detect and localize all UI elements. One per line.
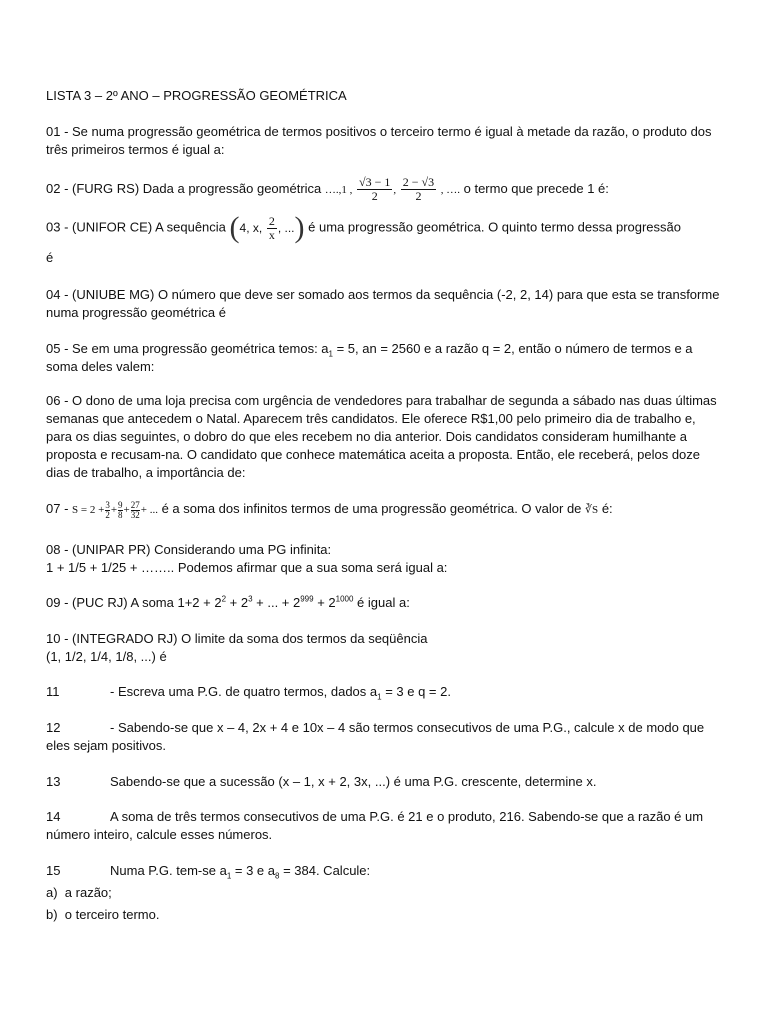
question-05: 05 - Se em uma progressão geométrica temos: $a_1 = 5$, an = 2560 e a razão q = 2, então o número de termos e a soma deles valem: [46,341,693,374]
question-10 [46,630,722,666]
question-10-line-2: (1, 1/2, 1/4, 1/8, ...) é [46,649,167,664]
q03-paren-left: ( [229,211,240,244]
question-03-tail: é uma progressão geométrica. O quinto termo dessa progressão [308,219,682,235]
q07-sum: S = 2 + $\frac{3}{2}$ + $\frac{9}{8}$ + $\frac{27}{32}$ + ... [72,499,158,520]
question-15-item-b: b) o terceiro termo. [46,907,160,922]
question-09: 09 - (PUC RJ) A soma $1+2 + 2^2 + 2^3$ + ... + $2^{999} + 2^{1000}$ é igual a: [46,594,410,610]
question-03: 03 - (UNIFOR CE) A sequência (4, x, $\frac{2}{x}$ , ...) é uma progressão geométrica. O quinto termo dessa progressão [46,211,682,244]
question-03-end: é [46,250,54,265]
question-08-line-1: 08 - (UNIPAR PR) Considerando uma PG infinita: [46,542,332,557]
question-13: 13 Sabendo-se que a sucessão (x – 1, x + 2, 3x, ...) é uma P.G. crescente, determine x. [46,774,597,789]
q02-sequence-end: , …. [440,183,460,196]
question-15-item-a: a) a razão; [46,885,112,900]
question-14: 14 A soma de três termos consecutivos de uma P.G. é 21 e o produto, 216. Sabendo-se que a razão é um número inteiro, calcule esses números. [46,809,704,842]
question-01: 01 - Se numa progressão geométrica de termos positivos o terceiro termo é igual à metade da razão, o produto dos três primeiros termos é igual a: [46,124,712,157]
question-02: 02 - (FURG RS) Dada a progressão geométrica ….,1 , $\frac{√3 - 1}{2}$ , $\frac{2 - √3}{2}$ , …. o termo que precede 1 é: [46,175,609,203]
question-08 [46,541,722,577]
q03-fraction: $\frac{2}{x}$ [268,213,275,242]
q02-fraction-2: $\frac{2 - √3}{2}$ [402,175,435,203]
question-11: 11 - Escreva uma P.G. de quatro termos, dados $a_1 = 3$ e q = 2. [46,684,451,702]
question-15: 15 Numa P.G. tem-se $a_1 = 3$ e $a_8 = 384$. Calcule: [46,863,371,881]
q03-sequence: 4, x, [239,221,263,235]
q02-sequence-start: ….,1 , [324,183,353,196]
question-03-text: 03 - (UNIFOR CE) A sequência [46,219,226,235]
question-08-line-2: 1 + 1/5 + 1/25 + …….. Podemos afirmar que a sua soma será igual a: [46,560,448,575]
question-10-line-1: 10 - (INTEGRADO RJ) O limite da soma dos termos da seqüência [46,631,428,646]
question-04: 04 - (UNIUBE MG) O número que deve ser somado aos termos da sequência (-2, 2, 14) para que esta se transforme numa progressão geométrica é [46,287,720,320]
question-12: 12 - Sabendo-se que x – 4, 2x + 4 e 10x – 4 são termos consecutivos de uma P.G., calcule x de modo que eles sejam positivos. [46,720,705,753]
q03-paren-right: ) [294,211,305,244]
question-06: 06 - O dono de uma loja precisa com urgência de vendedores para trabalhar de segunda a sábado nas duas últimas semanas que antecedem o Natal. Aparecem três candidatos. Ele oferece R$1,00 pelo primeiro dia de trabalho e, para os dias seguintes, o dobro do que eles recebem no dia anterior. Dois candidatos consideram humilhante a proposta e recusam-na. O candidato que conhece matemática aceita a proposta. Então, ele receberá, pelos doze dias de trabalho, a importância de: [46,393,717,480]
q02-fraction-1: $\frac{√3 - 1}{2}$ [359,175,391,203]
question-02-tail: o termo que precede 1 é: [463,180,609,196]
question-07: 07 - S = 2 + $\frac{3}{2}$ + $\frac{9}{8}$ + $\frac{27}{32}$ + ... é a soma dos infinitos termos de uma progressão geométrica. O valor de ∛S é: [46,499,613,520]
q07-cube-root: ∛S [585,504,599,516]
page-title: LISTA 3 – 2º ANO – PROGRESSÃO GEOMÉTRICA [46,88,347,103]
question-02-text: 02 - (FURG RS) Dada a progressão geométrica [46,180,322,196]
